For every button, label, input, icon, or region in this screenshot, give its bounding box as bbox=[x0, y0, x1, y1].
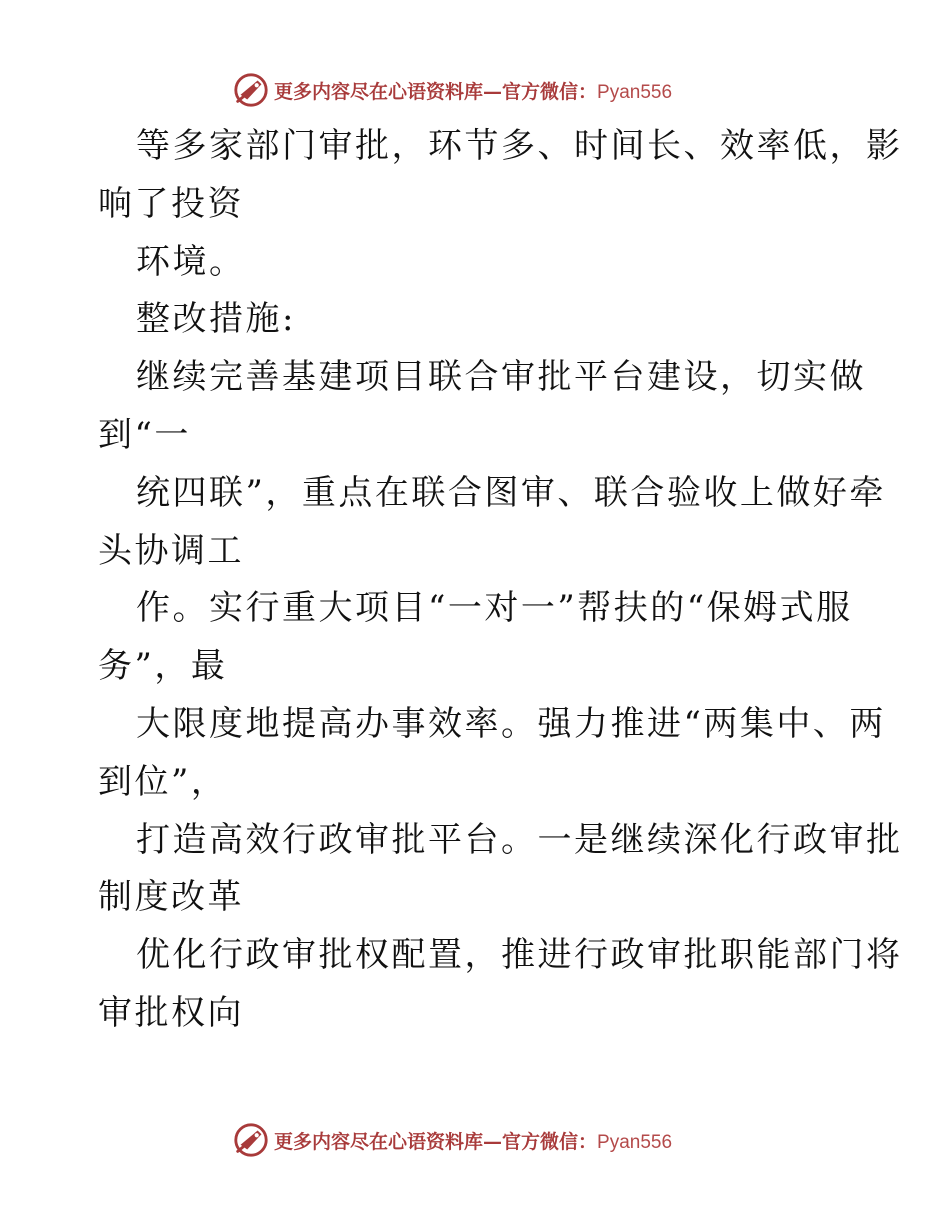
text-line: 头协调工 bbox=[98, 530, 244, 571]
text-line: 继续完善基建项目联合审批平台建设，切实做 bbox=[136, 357, 866, 398]
text-line: 务”，最 bbox=[98, 646, 228, 687]
footer-banner bbox=[232, 1120, 672, 1160]
header-banner-dash: — bbox=[483, 80, 503, 103]
footer-banner-dash: — bbox=[483, 1130, 503, 1153]
pen-nib-logo-icon bbox=[232, 71, 270, 109]
text-line: 环境。 bbox=[136, 241, 246, 282]
text-line: 作。实行重大项目“一对一”帮扶的“保姆式服 bbox=[136, 588, 853, 629]
footer-wechat-account: Pyan556 bbox=[597, 1131, 673, 1153]
text-line: 到位”， bbox=[98, 761, 228, 802]
text-line: 等多家部门审批，环节多、时间长、效率低，影 bbox=[136, 126, 903, 166]
text-line: 响了投资 bbox=[98, 183, 244, 224]
header-banner-main: 更多内容尽在心语资料库 bbox=[274, 80, 484, 103]
text-line: 制度改革 bbox=[98, 877, 244, 918]
text-line: 整改措施: bbox=[136, 299, 296, 340]
footer-banner-text bbox=[274, 1127, 672, 1154]
header-banner-text bbox=[274, 77, 672, 104]
header-banner-label: 官方微信： bbox=[502, 80, 598, 103]
text-line: 优化行政审批权配置，推进行政审批职能部门将 bbox=[136, 935, 903, 976]
header-wechat-account: Pyan556 bbox=[597, 81, 673, 103]
pen-nib-logo-icon bbox=[232, 1121, 270, 1159]
footer-banner-label: 官方微信： bbox=[502, 1130, 598, 1153]
text-line: 统四联”，重点在联合图审、联合验收上做好牵 bbox=[136, 472, 886, 513]
text-line: 打造高效行政审批平台。一是继续深化行政审批 bbox=[136, 819, 903, 860]
text-line: 到“一 bbox=[98, 414, 191, 455]
text-line: 审批权向 bbox=[98, 992, 244, 1033]
footer-banner-main: 更多内容尽在心语资料库 bbox=[274, 1130, 484, 1153]
body-text bbox=[98, 118, 903, 1043]
text-line: 大限度地提高办事效率。强力推进“两集中、两 bbox=[136, 703, 886, 744]
header-banner bbox=[232, 70, 672, 110]
